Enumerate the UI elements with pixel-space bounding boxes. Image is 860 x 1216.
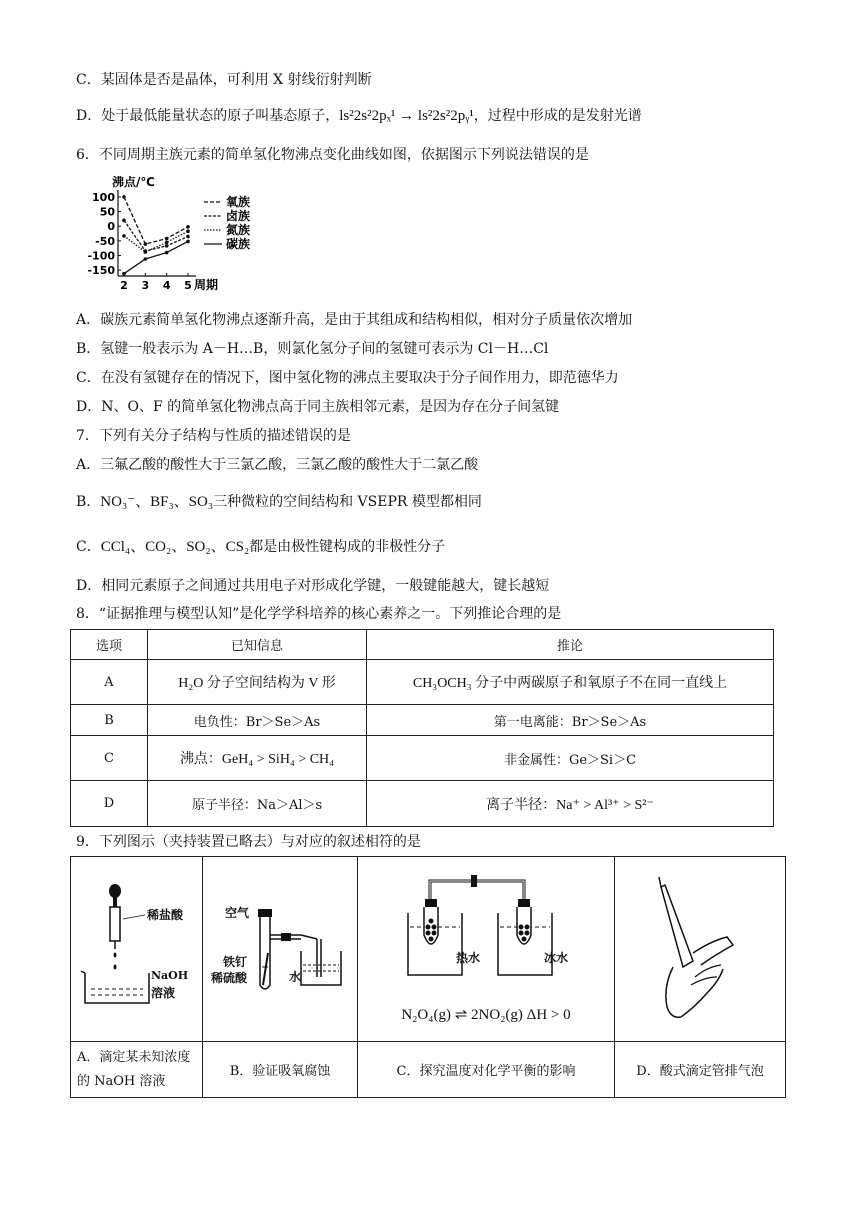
data-point <box>165 241 169 245</box>
q8-stem: 8．“证据推理与模型认知”是化学学科培养的核心素养之一。下列推论合理的是 <box>76 606 562 622</box>
figure-c-label-cold: 冰水 <box>544 951 569 965</box>
q8-row-option: D <box>71 781 148 827</box>
q7-option-b-suffix: 三种微粒的空间结构和 VSEPR 模型都相同 <box>213 494 482 510</box>
q9-caption-b: B．验证吸氧腐蚀 <box>203 1042 358 1098</box>
data-point <box>122 219 126 223</box>
data-point <box>122 272 126 276</box>
q7-option-c-suffix: 都是由极性键构成的非极性分子 <box>249 539 446 555</box>
legend-label: 氮族 <box>226 223 251 237</box>
q9-caption-row <box>71 1042 786 1098</box>
x-tick-label: 2 <box>120 279 128 292</box>
figure-c-equation: N₂O₄(g) ⇌ 2NO₂(g) ΔH > 0 <box>401 1007 571 1023</box>
y-tick-label: 50 <box>99 205 115 219</box>
table-row <box>71 660 774 705</box>
q8-table <box>70 629 774 827</box>
q9-stem: 9．下列图示（夹持装置已略去）与对应的叙述相符的是 <box>76 834 421 850</box>
q8-row-inference: CH₃OCH₃ 分子中两碳原子和氧原子不在同一直线上 <box>367 660 774 705</box>
chart-axes <box>87 176 218 292</box>
corrosion-figure <box>203 857 357 1037</box>
y-tick-label: -150 <box>87 264 115 278</box>
boiling-point-chart <box>80 176 280 296</box>
titration-figure <box>71 857 202 1037</box>
q8-header-inference: 推论 <box>367 630 774 660</box>
q7-option-b-prefix: B． <box>76 494 101 510</box>
q9-caption-c: C．探究温度对化学平衡的影响 <box>358 1042 615 1098</box>
x-tick-label: 5 <box>184 279 192 292</box>
data-point <box>165 244 169 248</box>
q6-option-a: A．碳族元素简单氢化物沸点逐渐升高，是由于其组成和结构相似，相对分子质量依次增加 <box>76 312 633 328</box>
q7-option-b-species: NO₃⁻、BF₃、SO₃ <box>100 494 214 510</box>
q6-option-b: B．氢键一般表示为 A－H…B，则氯化氢分子间的氢键可表示为 Cl－H…Cl <box>76 341 549 357</box>
q9-table <box>70 856 786 1098</box>
q6-option-c: C．在没有氢键存在的情况下，图中氢化物的沸点主要取决于分子间作用力，即范德华力 <box>76 370 619 386</box>
q8-header-option: 选项 <box>71 630 148 660</box>
q8-row-info: 电负性：Br＞Se＞As <box>148 705 367 736</box>
q8-row-option: C <box>71 736 148 781</box>
data-point <box>165 251 169 255</box>
figure-a-label-solution: 溶液 <box>151 986 176 1000</box>
figure-c-cell <box>358 857 615 1042</box>
figure-b-label-acid: 稀硫酸 <box>211 971 248 985</box>
q5-option-d-formula: ls²2s²2pₓ¹ → ls²2s²2pᵧ¹ <box>339 108 474 124</box>
data-point <box>122 234 126 238</box>
q8-row-option: B <box>71 705 148 736</box>
q7-option-b <box>76 492 482 512</box>
q8-row-inference: 非金属性：Ge＞Si＞C <box>367 736 774 781</box>
q7-option-d: D．相同元素原子之间通过共用电子对形成化学键，一般键能越大，键长越短 <box>76 578 550 594</box>
x-tick-label: 4 <box>162 279 171 292</box>
q7-option-a: A．三氟乙酸的酸性大于三氯乙酸，三氯乙酸的酸性大于二氯乙酸 <box>76 457 479 473</box>
data-point <box>144 250 148 254</box>
x-axis-label: 周期 <box>194 278 219 292</box>
series-line-氧族 <box>124 197 188 244</box>
legend-label: 卤族 <box>226 209 251 223</box>
q7-option-c <box>76 537 445 557</box>
data-point <box>186 240 190 244</box>
chart-legend <box>204 194 250 251</box>
table-row <box>71 705 774 736</box>
y-tick-label: 100 <box>92 190 115 204</box>
q8-row-inference: 离子半径：Na⁺ > Al³⁺ > S²⁻ <box>367 781 774 827</box>
q6-option-d: D．N、O、F 的简单氢化物沸点高于同主族相邻元素，是因为存在分子间氢键 <box>76 399 560 415</box>
figure-b-cell <box>203 857 358 1042</box>
q9-caption-d: D．酸式滴定管排气泡 <box>615 1042 786 1098</box>
q6-stem: 6．不同周期主族元素的简单氢化物沸点变化曲线如图，依据图示下列说法错误的是 <box>76 147 589 163</box>
y-tick-label: 0 <box>107 220 115 234</box>
data-point <box>144 257 148 261</box>
figure-a-label-naoh: NaOH <box>151 969 189 982</box>
y-tick-label: -50 <box>95 234 115 248</box>
data-point <box>186 235 190 239</box>
data-point <box>122 195 126 199</box>
figure-a-label-acid: 稀盐酸 <box>147 908 184 922</box>
q7-option-c-species: CCl₄、CO₂、SO₂、CS₂ <box>100 539 250 555</box>
figure-a-cell <box>71 857 203 1042</box>
legend-label: 氧族 <box>226 195 251 209</box>
data-point <box>186 225 190 229</box>
q8-row-info: 沸点：GeH₄ > SiH₄ > CH₄ <box>148 736 367 781</box>
x-tick-label: 3 <box>141 279 150 292</box>
q9-figure-row <box>71 857 786 1042</box>
q8-header-info: 已知信息 <box>148 630 367 660</box>
figure-b-label-nail: 铁钉 <box>223 955 248 969</box>
legend-label: 碳族 <box>226 237 251 251</box>
q8-row-option: A <box>71 660 148 705</box>
chart-series <box>122 195 190 275</box>
q7-option-c-prefix: C． <box>76 539 101 555</box>
q5-option-d <box>76 106 642 126</box>
data-point <box>186 229 190 233</box>
q8-row-info: 原子半径：Na＞Al＞s <box>148 781 367 827</box>
q7-stem: 7．下列有关分子结构与性质的描述错误的是 <box>76 428 351 444</box>
figure-d-cell <box>615 857 786 1042</box>
figure-b-label-air: 空气 <box>225 906 250 920</box>
q5-option-c: C．某固体是否是晶体，可利用 X 射线衍射判断 <box>76 72 372 88</box>
q8-row-info: H₂O 分子空间结构为 V 形 <box>148 660 367 705</box>
table-row <box>71 781 774 827</box>
data-point <box>165 237 169 241</box>
q5-option-d-suffix: ，过程中形成的是发射光谱 <box>473 108 642 124</box>
table-row <box>71 736 774 781</box>
q8-header-row <box>71 630 774 660</box>
y-tick-label: -100 <box>87 249 115 263</box>
series-line-碳族 <box>124 241 188 273</box>
figure-b-label-water: 水 <box>289 970 302 984</box>
burette-figure <box>615 857 785 1037</box>
q5-option-d-prefix: D．处于最低能量状态的原子叫基态原子， <box>76 108 340 124</box>
q9-caption-a: A．滴定某未知浓度的 NaOH 溶液 <box>71 1042 203 1098</box>
figure-c-label-hot: 热水 <box>456 951 481 965</box>
y-axis-label: 沸点/℃ <box>112 176 155 189</box>
data-point <box>144 242 148 246</box>
q8-row-inference: 第一电离能：Br＞Se＞As <box>367 705 774 736</box>
